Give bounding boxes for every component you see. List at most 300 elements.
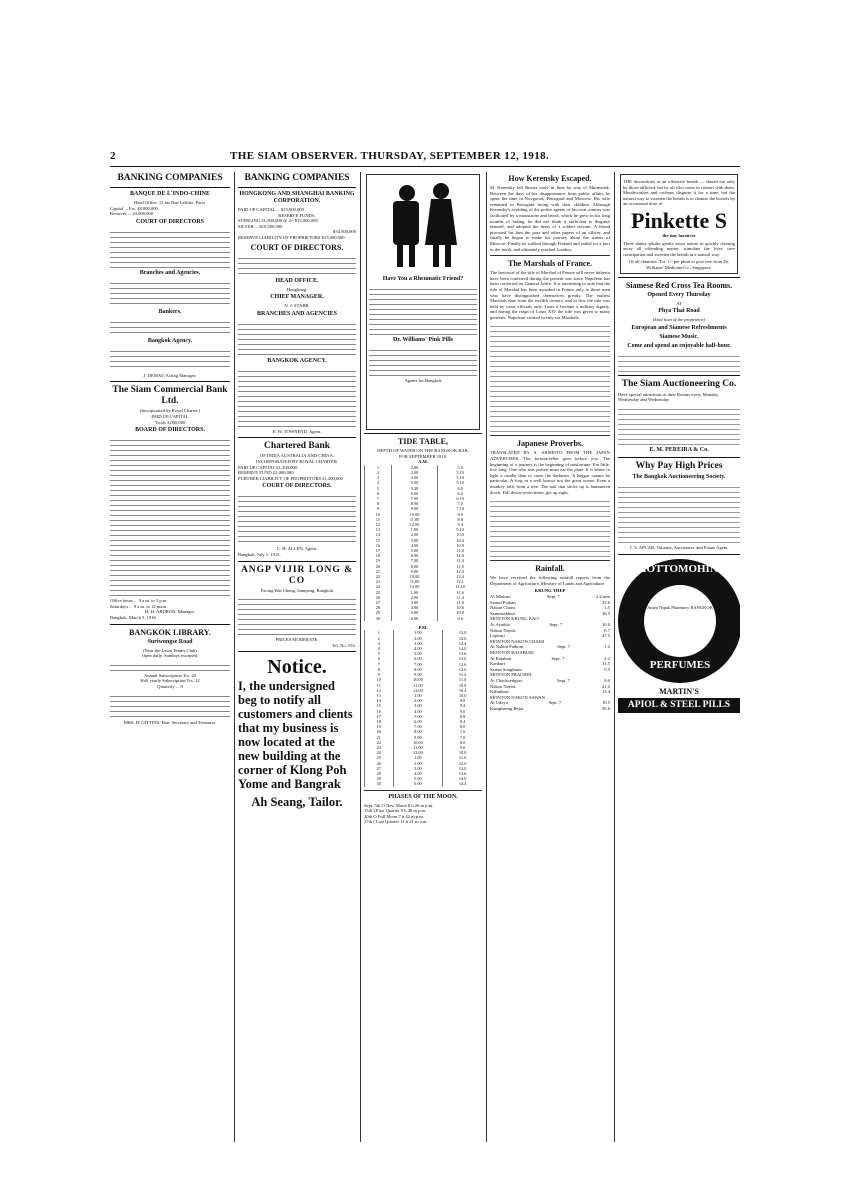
tide-table-sub: DEPTH OF WATER ON THE BANGKOK BAR. <box>377 448 469 453</box>
tide-cell: 18 <box>365 553 392 558</box>
rainfall-cell: Nakon Nayok <box>490 683 516 689</box>
tide-cell: 5.00 <box>391 548 438 553</box>
hsbc-head-office: HEAD OFFICE. <box>275 277 319 284</box>
tide-cell: 4.00 <box>391 543 438 548</box>
tide-cell: 12.0 <box>443 761 482 766</box>
notice-signature: Ah Seang, Tailor. <box>251 795 343 810</box>
chartered-agent: C. H. ALLEN, Agent. <box>276 546 318 552</box>
masthead-title: THE SIAM OBSERVER. THURSDAY, SEPTEMBER 12, 1918. <box>230 150 550 162</box>
redcross-open: Opened Every Thursday <box>647 291 711 298</box>
tide-cell: 6.00 <box>391 491 438 496</box>
tide-cell: 2.00 <box>391 465 438 470</box>
rainfall-cell: MONTON RAJABURI <box>490 649 534 655</box>
chartered-title: Chartered Bank <box>263 441 331 452</box>
rainfall-list <box>490 594 610 711</box>
proverbs-title: Japanese Proverbs. <box>516 439 584 449</box>
tide-cell: 30 <box>365 781 394 786</box>
tide-cell: 12.00 <box>393 688 443 693</box>
moon-phase: 27th ( Last Quarter 11 h 21 m a.m. <box>364 819 428 825</box>
siam-incorporated: (Incorporated by Royal Charter.) <box>139 408 201 414</box>
chartered-court: COURT OF DIRECTORS. <box>262 483 332 490</box>
siam-board-heading: BOARD OF DIRECTORS. <box>135 427 205 434</box>
branches-list-text <box>110 279 230 307</box>
tide-cell: 14 <box>365 698 394 703</box>
tide-cell: 3.00 <box>391 475 438 480</box>
tide-cell: 2 <box>365 470 392 475</box>
directors-list-text <box>110 228 230 268</box>
rainfall-cell: At Ayuthia <box>490 621 510 627</box>
tide-cell: 8.0 <box>438 512 482 517</box>
tide-cell: 8.0 <box>443 724 482 729</box>
tide-am-label: A.M. <box>418 459 428 465</box>
column-3 <box>364 172 482 1142</box>
tide-row <box>365 616 483 621</box>
tide-cell: 8.4 <box>443 719 482 724</box>
library-road: Suriwongse Road <box>147 638 193 645</box>
chartered-paid: PAID UP CAPITAL £1,200,000 <box>238 464 297 470</box>
tide-cell: 15 <box>365 538 392 543</box>
tide-cell: 22 <box>365 740 394 745</box>
tide-cell: 10.4 <box>438 538 482 543</box>
tide-cell: 13.6 <box>443 771 482 776</box>
rainfall-cell: Sept. 7 <box>548 700 562 706</box>
tide-cell: 10 <box>365 677 394 682</box>
hsbc-reserve: RESERVE FUNDS. <box>278 212 316 218</box>
pinkettes-ad <box>620 174 738 274</box>
hottomohini-center <box>644 585 716 657</box>
rainfall-text: We have received the following rainfall reports from the Department of Agriculture, Ministry of Lands and Agriculture. <box>490 575 610 586</box>
banking-heading: BANKING COMPANIES <box>117 173 223 183</box>
tide-cell: 21 <box>365 569 392 574</box>
vijir-long-title: ANGP VIJIR LONG & CO <box>240 564 354 586</box>
tide-cell: 8.00 <box>393 729 443 734</box>
tide-cell: 11.00 <box>391 579 438 584</box>
hsbc-sterling: STERLING £1,500,000 @ 2/- $15,000,000 <box>238 218 318 224</box>
tide-cell: 2 <box>365 636 394 641</box>
hsbc-agency-text <box>238 367 356 427</box>
rainfall-cell: 10.5 <box>601 700 610 706</box>
tide-cell: 9 <box>365 672 394 677</box>
tide-cell: 4.00 <box>391 605 438 610</box>
tide-cell: 9.00 <box>393 735 443 740</box>
tide-cell: 11.0 <box>443 755 482 760</box>
tide-table-month: FOR SEPTEMBER 1918. <box>398 453 448 459</box>
tide-cell: 6.00 <box>393 719 443 724</box>
tide-cell: 8.00 <box>391 501 438 506</box>
tide-cell: 14.0 <box>443 646 482 651</box>
tide-cell: 8 <box>365 667 394 672</box>
auction-title: The Siam Auctioneering Co. <box>621 378 737 389</box>
rainfall-cell: Sept. 7 <box>557 677 570 683</box>
auction-body <box>618 405 740 445</box>
tide-cell: 23 <box>365 745 394 750</box>
rainfall-cell: Sept. 7 <box>549 621 563 627</box>
hsbc-chief-manager: CHIEF MANAGER. <box>270 294 324 301</box>
column-rule <box>234 172 235 1142</box>
column-rule <box>360 172 361 1142</box>
rainfall-cell: Nakon Nayok <box>490 627 516 633</box>
moon-phase: 13th ) First Quarter 9 h 48 m p.m. <box>364 808 427 814</box>
tide-table-pm <box>364 630 482 786</box>
tide-cell: 11.0 <box>443 677 482 682</box>
moon-phase: 20th O Full Moon 7 h 42 m p.m. <box>364 813 424 819</box>
agency-text <box>110 347 230 371</box>
tide-cell: 13 <box>365 527 392 532</box>
hsbc-hongkong: Hongkong. <box>286 286 308 292</box>
rheumatic-question: Have You a Rheumatic Friend? <box>382 275 464 282</box>
tide-cell: 12.6 <box>443 662 482 667</box>
kerensky-text: M. Kerensky left Russia early in June by way of Murmansk. Between the days of his disappearance from public affairs he spent the time in Novgorod, Petrograd and Moscow. His wife remained in Petrograd living with their children. Although Kerensky's avoiding of the police agents of his own country was facilitated by a moustache and beard, which he grew in his long months of hiding, he did not think it sufficient to disguise himself, and adopted the dress of a soldier servant. A friend procured for him the pass and other papers of an officer, and finally he began to make his journey about the streets of Moscow. Finally he walked through Finland and sailed for a port in the north, and ultimately reached London. <box>490 185 610 252</box>
hsbc-branches-text <box>238 320 356 356</box>
bankers-heading: Bankers. <box>158 308 182 315</box>
tide-cell: 8.0 <box>443 740 482 745</box>
rainfall-cell: Samut Prakan <box>490 599 516 605</box>
tide-cell: 10.8 <box>438 543 482 548</box>
rainfall-cell: 13.4 <box>601 689 610 695</box>
tide-cell: 11.4 <box>438 558 482 563</box>
tide-cell: 7 <box>365 496 392 501</box>
tide-cell: 10.0 <box>443 693 482 698</box>
rainfall-cell: At Rajaburi <box>490 655 512 661</box>
tide-cell: 11.0 <box>438 600 482 605</box>
rainfall-cell: 31.5 <box>601 661 610 667</box>
siam-date: Bangkok, March 5, 1916. <box>110 614 157 620</box>
tide-cell: 9.0 <box>443 709 482 714</box>
rainfall-cell: Sept. 7 <box>551 655 565 661</box>
siam-paid-up-amount: Ticals 3,000,000 <box>154 419 186 425</box>
tide-cell: 29 <box>365 776 394 781</box>
hsbc-liability: RESERVE LIABILITY OF PROPRIETORS $15,000,000 <box>238 234 345 240</box>
tide-cell: 5.00 <box>393 776 443 781</box>
tide-cell: 2.00 <box>393 636 443 641</box>
tide-cell: 1 <box>365 465 392 470</box>
tide-cell: 5.10 <box>438 480 482 485</box>
rainfall-cell: 25.6 <box>601 599 610 605</box>
notice-text: I, the undersigned beg to notify all customers and clients that my business is now located at the new building at the corner of Klong Poh Yome and Bangrak <box>238 679 353 792</box>
library-near: (Near the Lawn Tennis Club) <box>143 647 197 653</box>
tide-cell: 25 <box>365 590 392 595</box>
tide-cell: 11.0 <box>438 564 482 569</box>
tide-cell: 1.00 <box>391 590 438 595</box>
rainfall-cell: 41.0 <box>601 683 610 689</box>
tide-cell: 9 <box>365 506 392 511</box>
rainfall-cell: Samut Songkram <box>490 666 522 672</box>
tide-cell: 13 <box>365 693 394 698</box>
redcross-music: Siamese Music. <box>659 333 699 340</box>
pink-pills-title: Dr. Williams' Pink Pills <box>393 336 453 343</box>
tide-cell: 11.4 <box>443 672 482 677</box>
tide-cell: 12.4 <box>438 574 482 579</box>
siam-board-text <box>110 436 230 596</box>
library-annual: Annual Subscription Tcs. 20 <box>143 672 197 678</box>
tide-cell: 8 <box>365 501 392 506</box>
tide-cell: 5.10 <box>438 470 482 475</box>
tide-cell: 13.0 <box>443 656 482 661</box>
rainfall-cell: 9.5 <box>604 666 610 672</box>
tide-cell: 10.0 <box>438 532 482 537</box>
tide-cell: 2.00 <box>391 532 438 537</box>
column-2 <box>238 172 356 1142</box>
rainfall-section: KRUNG THEP <box>534 588 566 594</box>
moon-phase: Sept. 5th O New Moon 8 h 26 m p.m. <box>364 802 434 808</box>
vijir-long-moderate: PRICES MODERATE. <box>275 637 319 643</box>
tide-cell: 11.0 <box>438 548 482 553</box>
pink-pills-ad <box>366 174 480 430</box>
tide-cell: 19 <box>365 558 392 563</box>
tide-cell: 8.8 <box>443 714 482 719</box>
tide-cell: 6.10 <box>438 496 482 501</box>
whypay-title: Why Pay High Prices <box>635 460 723 471</box>
pinkettes-name: Pinkette S <box>631 207 727 233</box>
rainfall-cell: Nakon Chaisi <box>490 605 516 611</box>
bangkok-agency-heading: Bangkok Agency. <box>147 337 193 344</box>
tide-cell: 5.30 <box>391 486 438 491</box>
hsbc-court-text <box>238 254 356 276</box>
proverbs-text: TRANSLATED BY S. ARIMOTO FROM THE JAPAN ADVERTISER. The fortune-teller goes before you. The beginning of a journey is the beginning of misfortune. Eat little, live long. One who eats poison must eat the plate. It is better to light a candle than to curse the darkness. A beggar cannot be particular. A frog in a well knows not the great ocean. Even a monkey falls from a tree. The nail that sticks up is hammered down. Fall down seven times, get up eight. <box>490 450 610 495</box>
redcross-kind: (kind loan of the proprietor) <box>653 317 705 323</box>
rainfall-cell: 1.5 <box>604 605 610 611</box>
tide-cell: 1.00 <box>393 630 443 635</box>
column-5 <box>618 172 740 1142</box>
tide-cell: 24 <box>365 750 394 755</box>
tide-cell: 14.0 <box>443 636 482 641</box>
tide-cell: 2.00 <box>391 470 438 475</box>
rainfall-cell: 30.6 <box>601 705 610 711</box>
tide-cell: 7.0 <box>438 501 482 506</box>
tide-cell: 17 <box>365 714 394 719</box>
tide-cell: 10.6 <box>438 605 482 610</box>
rainfall-cell: Sept. 7 <box>557 644 571 650</box>
tide-cell: 3.00 <box>393 766 443 771</box>
column-rule <box>614 172 615 1142</box>
library-body-text <box>110 692 230 718</box>
tide-cell: 2.00 <box>393 761 443 766</box>
tide-cell: 5.00 <box>391 610 438 615</box>
tide-cell: 7.00 <box>393 724 443 729</box>
tide-cell: 4 <box>365 480 392 485</box>
branches-heading: Branches and Agencies. <box>139 269 201 276</box>
tide-cell: 26 <box>365 595 392 600</box>
pink-pills-agents: Agents for Bangkok <box>404 377 442 383</box>
tide-cell: 9.00 <box>391 506 438 511</box>
tide-cell: 9.4 <box>443 703 482 708</box>
martins-pills: APIOL & STEEL PILLS <box>618 698 740 713</box>
redcross-refreshments: European and Siamese Refreshments <box>631 324 727 331</box>
siam-manager: H. H. ARDRON, Manager. <box>145 609 195 615</box>
rainfall-cell: 2.4 mm <box>595 594 610 599</box>
tide-cell: 3.00 <box>393 703 443 708</box>
column-4 <box>490 172 610 1142</box>
moon-title: PHASES OF THE MOON. <box>388 793 458 800</box>
pinkettes-sold: Of all chemists. Tcs. 1/- per phial or post free from Dr. Williams' Medicine Co., Singapore. <box>628 259 730 270</box>
banking-heading-2: BANKING COMPANIES <box>244 173 350 183</box>
rainfall-cell: Al Minburi <box>490 594 511 599</box>
tide-cell: 21 <box>365 735 394 740</box>
hottomohini-center-text: Anant Nipak Pharmacy BANGKOK <box>647 604 713 610</box>
siam-office-hours: Office hours ... 9 a.m. to 3 p.m. <box>110 598 168 604</box>
tide-cell: 3 <box>365 641 394 646</box>
tide-cell: 11 <box>365 517 392 522</box>
tide-cell: 11 <box>365 683 394 688</box>
tide-cell: 6.0 <box>438 486 482 491</box>
pinkettes-intro: THE discomforts of an offensive breath — shared not only by those afflicted, but by all who come in contact with them. Mouthwashes and cachous disguise it for a time, but the natural way to sweeten the breath is to cleanse the bowels by an occasional dose of <box>623 179 735 207</box>
tide-cell: 12.0 <box>438 569 482 574</box>
hsbc-court: COURT OF DIRECTORS. <box>250 242 344 252</box>
tide-cell: 8.00 <box>393 667 443 672</box>
tide-cell: 27 <box>365 600 392 605</box>
tide-cell: 9.6 <box>438 616 482 621</box>
tide-cell: 13.6 <box>443 651 482 656</box>
library-hours: Open daily, Sundays excepted. <box>141 653 199 659</box>
tide-cell: 16 <box>365 709 394 714</box>
tide-cell: 4.00 <box>393 709 443 714</box>
rainfall-cell: 4.2 <box>604 655 610 661</box>
tide-cell: 14.4 <box>443 781 482 786</box>
whypay-body <box>618 483 740 543</box>
vijir-long-tel: Tel. No. 533. <box>331 642 356 648</box>
tide-cell: 6.2 <box>438 491 482 496</box>
tide-cell: 1.00 <box>393 755 443 760</box>
auction-agent: E. M. PEREIRA & Co. <box>649 446 709 453</box>
chartered-text <box>238 492 356 544</box>
tide-table-title: TIDE TABLE, <box>398 437 448 446</box>
tide-cell: 11.00 <box>393 683 443 688</box>
tide-cell: 10.00 <box>391 574 438 579</box>
tide-cell: 8.00 <box>391 564 438 569</box>
proverbs-continued-text <box>490 497 610 557</box>
kerensky-title: How Kerensky Escaped. <box>508 174 592 183</box>
tide-cell: 28 <box>365 605 392 610</box>
tide-cell: 6.00 <box>391 616 438 621</box>
column-rule <box>486 172 487 1142</box>
tide-cell: 12.0 <box>443 667 482 672</box>
tide-cell: 9.10 <box>438 527 482 532</box>
rainfall-cell: MONTON NAKON SAWAN <box>490 694 545 700</box>
tide-cell: 15 <box>365 703 394 708</box>
tide-cell: 12 <box>365 522 392 527</box>
tide-cell: 11.00 <box>393 745 443 750</box>
tide-cell: 17 <box>365 548 392 553</box>
chartered-sub: OF INDIA AUSTRALIA AND CHINA. <box>259 453 335 459</box>
pinkettes-text: These dainty pilules gently assist nature in quickly clearing away all offending matter, stimulate the liver, cure constipation and sweeten the breath in a natural way. <box>623 240 735 257</box>
tide-cell: 14.0 <box>443 776 482 781</box>
rainfall-cell: MONTON PRACHIN <box>490 672 532 678</box>
tide-cell: 19 <box>365 724 394 729</box>
rheumatic-text <box>369 285 477 335</box>
hottomohini-perfumes: PERFUMES <box>649 658 711 671</box>
tide-cell: 8.6 <box>438 517 482 522</box>
indochine-office: Head Office: 15 bis Rue Laffitte, Paris. <box>133 200 207 205</box>
rainfall-cell: 47.5 <box>601 633 610 639</box>
notice-title: Notice. <box>267 656 327 679</box>
library-title: BANGKOK LIBRARY. <box>129 627 211 637</box>
whypay-sub: The Bangkok Auctioneering Society. <box>632 473 726 480</box>
tide-cell: 3.00 <box>391 600 438 605</box>
tide-cell: 4.00 <box>393 771 443 776</box>
rainfall-cell: 1.2 <box>604 644 610 650</box>
indochine-title: BANQUE DE L'INDO-CHINE <box>129 191 210 197</box>
tide-cell: 30 <box>365 616 392 621</box>
pink-pills-text <box>369 346 477 376</box>
tide-cell: 11.10 <box>438 584 482 589</box>
rainfall-cell: Kabinburi <box>490 689 509 695</box>
library-text <box>110 661 230 671</box>
tide-cell: 7.0 <box>443 735 482 740</box>
tide-cell: 20 <box>365 729 394 734</box>
indochine-capital: Capital ... Frs. 48,000,000 <box>110 205 158 211</box>
tide-cell: 9.4 <box>438 522 482 527</box>
tide-cell: 6.00 <box>391 553 438 558</box>
tide-cell: 23 <box>365 579 392 584</box>
hsbc-paid: PAID UP CAPITAL ... $15,000,000 <box>238 207 304 212</box>
tide-cell: 5 <box>365 651 394 656</box>
rainfall-cell: 16.5 <box>601 610 610 616</box>
tide-table-am <box>364 465 482 621</box>
tide-cell: 12.00 <box>391 522 438 527</box>
rainfall-cell: MONTON NAKON CHAISI <box>490 638 545 644</box>
chartered-reserve: RESERVE FUND £2,000,000 <box>238 470 294 476</box>
tide-cell: 14.4 <box>443 641 482 646</box>
indochine-manager: J. DEMAY, Acting Manager. <box>143 372 197 378</box>
hottomohini-title: HOTTOMOHINI <box>637 562 723 575</box>
chartered-further: FURTHER LIABILITY OF PROPRIETORS £1,200,000 <box>238 475 343 481</box>
tide-cell: 11.4 <box>438 595 482 600</box>
rainfall-title: Rainfall. <box>535 564 565 574</box>
hottomohini-ad <box>618 559 740 683</box>
bankers-list-text <box>110 318 230 336</box>
rainfall-cell: At Nakon Pathom <box>490 644 524 650</box>
tide-cell: 6 <box>365 656 394 661</box>
redcross-text <box>618 352 740 372</box>
redcross-place: Phya Thai Road <box>658 308 700 315</box>
tide-cell: 2.00 <box>391 595 438 600</box>
vijir-long-text <box>238 595 356 635</box>
marshals-continued-text <box>490 322 610 432</box>
chartered-inc: INCORPORATED BY ROYAL CHARTER. <box>255 458 339 464</box>
rheumatic-figures-illustration <box>369 177 479 272</box>
tide-pm-label: P.M. <box>418 624 428 630</box>
tide-cell: 1.00 <box>393 693 443 698</box>
rainfall-cell: MONTON KRUNG KAO <box>490 616 539 622</box>
tide-cell: 3 <box>365 475 392 480</box>
column-1 <box>110 172 230 1142</box>
tide-cell: 5.00 <box>393 714 443 719</box>
marshals-text: The bestowal of the title of Marshal of France will never hitherto have been conferred during the present war since Napoleon has been conferred on General Joffre. It is interesting to note that the title of Marshal has been awarded in France only to those men who have distinguished themselves greatly. The earliest Marshals date from the twelfth century, and at first the title was held by court officials only. Later it became a military dignity, and during the reign of Louis XIV the title was given to many generals. Napoleon created twenty-six Marshals. <box>490 270 610 320</box>
hsbc-silver: SILVER ... $19,500,000 <box>238 223 283 229</box>
rainfall-cell: At Chachoengsao <box>490 677 523 683</box>
tide-cell: 1.00 <box>391 527 438 532</box>
tide-cell: 12.00 <box>393 750 443 755</box>
hsbc-chief-name: N. J. STABB. <box>284 303 310 309</box>
tide-cell: 12 <box>365 688 394 693</box>
tide-cell: 3.00 <box>393 641 443 646</box>
rainfall-cell: Samutsakhon <box>490 610 515 616</box>
tide-cell: 18 <box>365 719 394 724</box>
tide-cell: 5 <box>365 486 392 491</box>
tide-cell: 7.10 <box>438 506 482 511</box>
tide-cell: 7 <box>365 662 394 667</box>
hsbc-title: HONGKONG AND SHANGHAI BANKING CORPORATION. <box>239 191 355 204</box>
rainfall-cell: 0.7 <box>604 627 610 633</box>
tide-cell: 20 <box>365 564 392 569</box>
rainfall-cell: At Udaya <box>490 700 508 706</box>
tide-cell: 13.0 <box>443 766 482 771</box>
hsbc-bangkok-agency: BANGKOK AGENCY. <box>267 357 327 364</box>
tide-cell: 10.0 <box>443 750 482 755</box>
martins-title: MARTIN'S <box>659 686 699 696</box>
tide-cell: 25 <box>365 755 394 760</box>
tide-cell: 9.00 <box>391 569 438 574</box>
